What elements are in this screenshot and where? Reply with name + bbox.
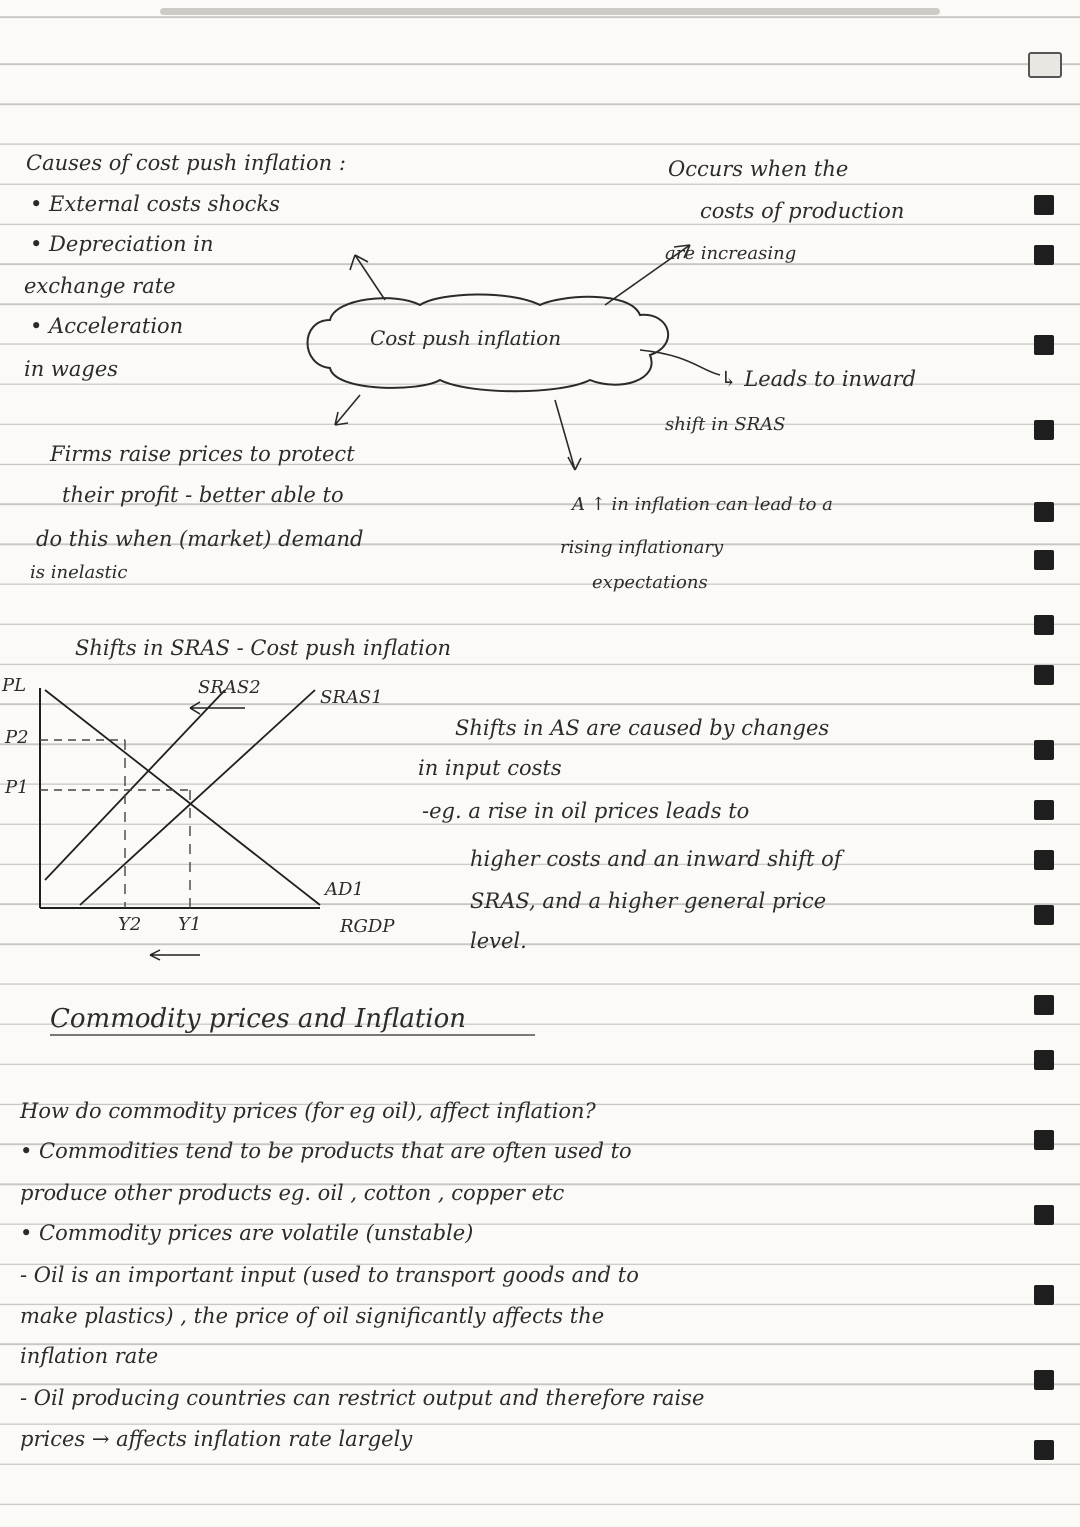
expectations-note: A ↑ in inflation can lead to a	[572, 494, 833, 515]
shifts-note: SRAS, and a higher general price	[470, 889, 827, 913]
leads-note: ↳ Leads to inward	[720, 367, 917, 391]
firms-note: do this when (market) demand	[36, 527, 364, 551]
shifts-note: higher costs and an inward shift of	[470, 847, 842, 871]
commodity-text: make plastics) , the price of oil significantly affects the	[20, 1304, 605, 1328]
cause-item: • External costs shocks	[30, 192, 280, 216]
graph-y2-label: Y2	[118, 914, 142, 935]
graph-sras2-label: SRAS2	[198, 677, 261, 698]
graph-sras1-label: SRAS1	[320, 687, 383, 708]
firms-note: Firms raise prices to protect	[50, 442, 355, 466]
expectations-note: rising inflationary	[560, 537, 724, 558]
commodity-text: prices → affects inflation rate largely	[20, 1427, 413, 1451]
firms-note: is inelastic	[30, 562, 128, 583]
shift-arrow-output	[150, 950, 200, 960]
shifts-note: -eg. a rise in oil prices leads to	[422, 799, 750, 823]
central-topic: Cost push inflation	[370, 326, 562, 350]
commodity-question: How do commodity prices (for eg oil), affect inflation?	[20, 1099, 596, 1123]
graph-p2-label: P2	[5, 727, 29, 748]
commodity-text: - Oil is an important input (used to transport goods and to	[20, 1263, 639, 1287]
sras2-curve	[45, 690, 225, 880]
graph-y-axis-label: PL	[2, 675, 27, 696]
shifts-note: Shifts in AS are caused by changes	[455, 716, 830, 740]
commodity-text: • Commodity prices are volatile (unstable)	[20, 1221, 474, 1245]
cause-item: in wages	[24, 357, 119, 381]
commodity-text: inflation rate	[20, 1344, 159, 1368]
graph-x-axis-label: RGDP	[340, 916, 395, 937]
shifts-note: in input costs	[418, 756, 562, 780]
cause-item: exchange rate	[24, 274, 176, 298]
firms-note: their profit - better able to	[62, 483, 344, 507]
cause-item: • Depreciation in	[30, 232, 214, 256]
arrow-to-firms	[335, 395, 360, 425]
expectations-note: expectations	[592, 572, 708, 593]
occurs-note: Occurs when the	[668, 157, 849, 181]
occurs-note: costs of production	[700, 199, 905, 223]
graph-p1-label: P1	[5, 777, 29, 798]
leads-note: shift in SRAS	[665, 414, 786, 435]
cause-item: • Acceleration	[30, 314, 184, 338]
commodity-text: • Commodities tend to be products that are often used to	[20, 1139, 632, 1163]
shifts-note: level.	[470, 929, 527, 953]
shift-arrow-sras	[190, 702, 245, 714]
arrow-to-causes	[350, 255, 385, 300]
arrow-to-expectations	[555, 400, 581, 470]
graph-y1-label: Y1	[178, 914, 202, 935]
graph-title: Shifts in SRAS - Cost push inflation	[75, 636, 452, 660]
causes-title: Causes of cost push inflation :	[26, 151, 346, 175]
section-heading: Commodity prices and Inflation	[50, 1004, 466, 1034]
occurs-note: are increasing	[665, 243, 797, 264]
graph-ad1-label: AD1	[325, 879, 364, 900]
commodity-text: - Oil producing countries can restrict output and therefore raise	[20, 1386, 705, 1410]
commodity-text: produce other products eg. oil , cotton , copper etc	[20, 1181, 565, 1205]
